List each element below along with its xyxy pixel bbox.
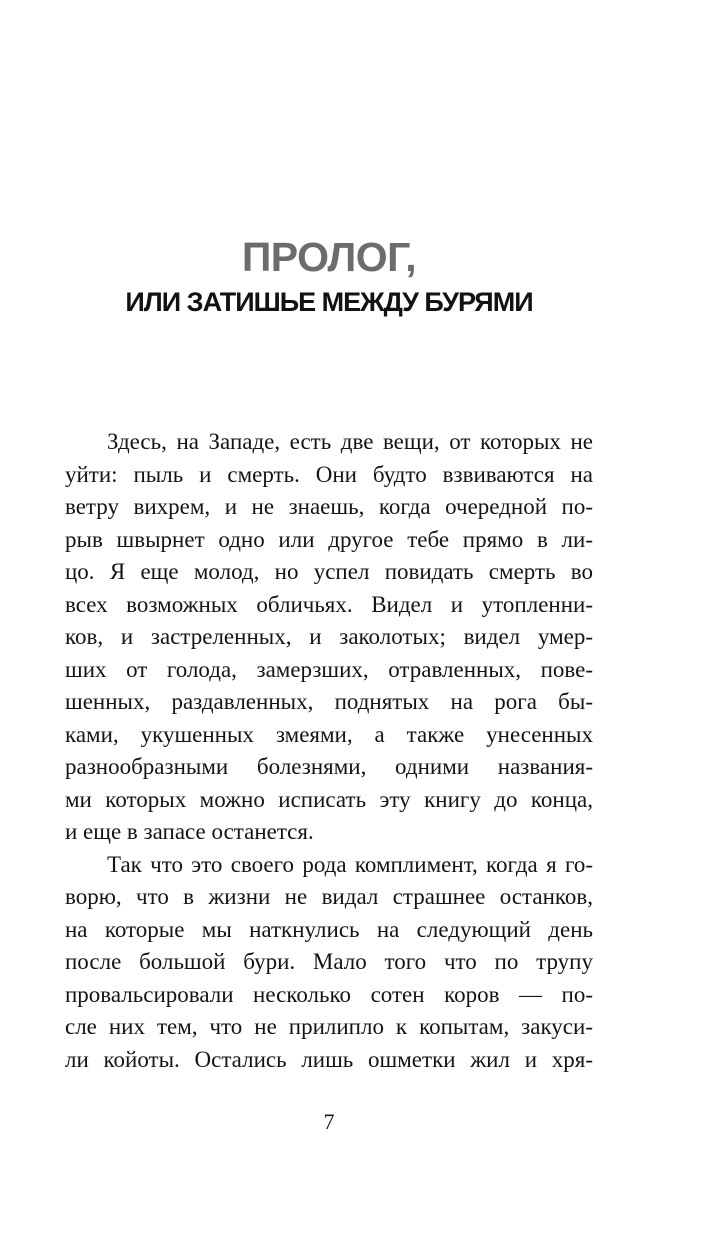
chapter-title: ПРОЛОГ,	[241, 234, 417, 280]
page-content	[65, 0, 593, 1135]
text-line: провальсировали несколько сотен коров — по-	[65, 981, 593, 1007]
text-line: сле них тем, что не прилипло к копытам, закуси-	[65, 1014, 593, 1039]
text-line: рыв швырнет одно или другое тебе прямо в ли-	[65, 526, 593, 552]
text-line: ми которых можно исписать эту книгу до конца,	[65, 786, 593, 812]
text-line: цо. Я еще молод, но успел повидать смерть во	[65, 559, 593, 584]
text-line: после большой бури. Мало того что по трупу	[65, 949, 593, 974]
text-line: ли койоты. Остались лишь ошметки жил и хря-	[65, 1046, 593, 1072]
paragraph	[65, 426, 593, 849]
text-line: на которые мы наткнулись на следующий день	[65, 916, 593, 942]
text-line: ков, и застреленных, и заколотых; видел умер-	[65, 624, 593, 649]
chapter-subtitle: ИЛИ ЗАТИШЬЕ МЕЖДУ БУРЯМИ	[125, 287, 533, 317]
text-line: и еще в запасе останется.	[65, 819, 314, 844]
text-line: ветру вихрем, и не знаешь, когда очередной по-	[65, 494, 593, 519]
text-line: Так что это своего рода комплимент, когда я го-	[107, 851, 593, 877]
text-line: ками, укушенных змеями, а также унесенных	[65, 721, 593, 747]
text-line: всех возможных обличьях. Видел и утопленни-	[65, 591, 593, 617]
page-number: 7	[323, 1109, 335, 1134]
text-line: ворю, что в жизни не видал страшнее останков,	[65, 884, 593, 909]
text-line: разнообразными болезнями, одними названия-	[65, 754, 593, 779]
text-line: Здесь, на Западе, есть две вещи, от которых не	[107, 429, 593, 454]
paragraph	[65, 849, 593, 1077]
text-line: ших от голода, замерзших, отравленных, пове-	[65, 656, 593, 682]
text-line: уйти: пыль и смерть. Они будто взвиваются на	[65, 461, 593, 487]
text-line: шенных, раздавленных, поднятых на рога бы-	[65, 689, 593, 714]
body-text	[65, 426, 593, 1076]
